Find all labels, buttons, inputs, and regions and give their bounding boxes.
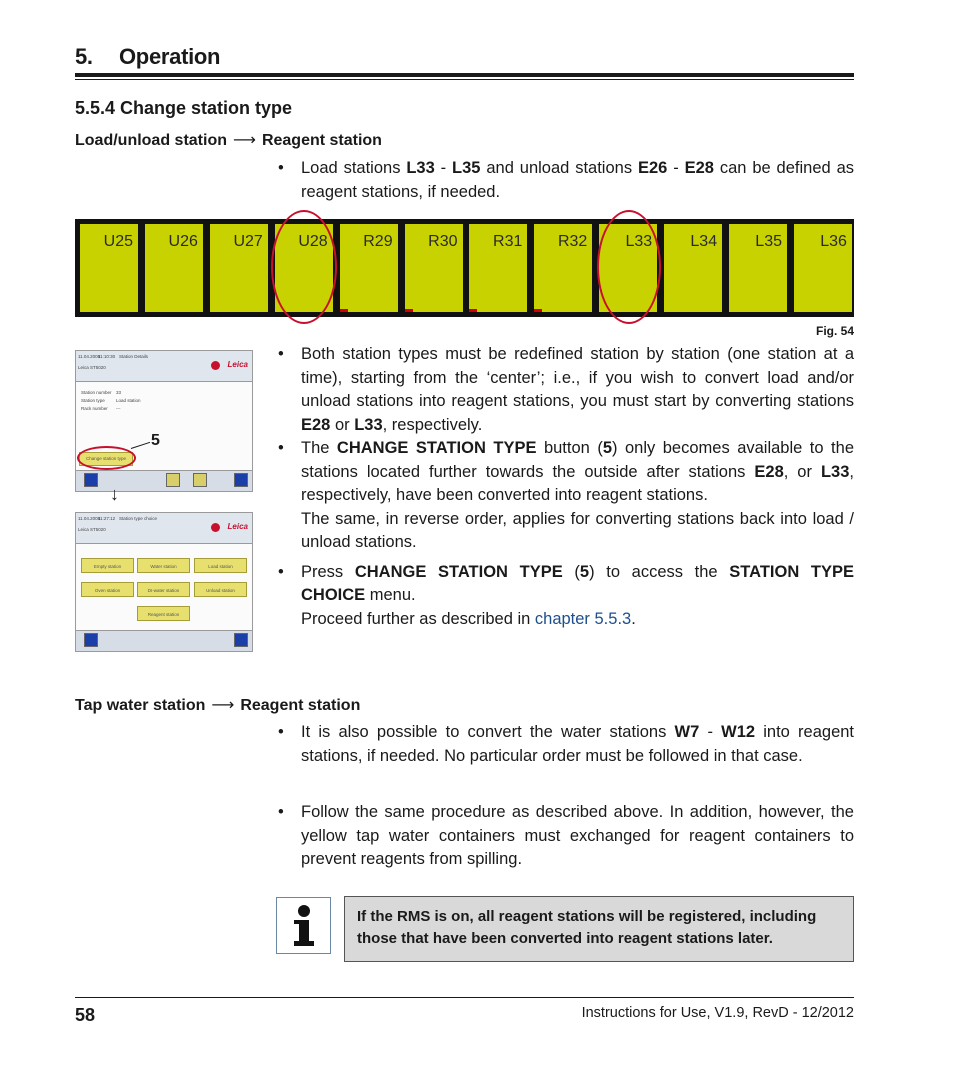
- detail-label: Station number: [81, 390, 112, 395]
- detail-value: 33: [116, 390, 122, 395]
- leica-logo: Leica: [227, 522, 248, 531]
- footer-rule: [75, 997, 854, 998]
- screen-device: Leica ST5020: [78, 527, 106, 532]
- help-button[interactable]: [234, 633, 248, 647]
- station-l34: L34: [664, 224, 722, 312]
- empty-station-button[interactable]: Empty station: [81, 558, 134, 573]
- screen-footer: [76, 470, 252, 491]
- water-station-button[interactable]: Water station: [137, 558, 190, 573]
- info-note: If the RMS is on, all reagent stations will be registered, including those that have been converted into reagent stations later.: [344, 896, 854, 962]
- detail-label: Rack number: [81, 406, 108, 411]
- station-marker: [340, 309, 348, 312]
- chapter-link[interactable]: chapter 5.5.3: [534, 609, 632, 628]
- screen-station-type-choice: [75, 512, 253, 652]
- change-station-type-button[interactable]: Change station type: [79, 452, 133, 466]
- highlight-circle-button: [77, 446, 136, 470]
- back-button[interactable]: [84, 473, 98, 487]
- subheading-tap-water: [75, 695, 360, 715]
- help-button[interactable]: [234, 473, 248, 487]
- screen-time: 11:27:12: [98, 516, 116, 521]
- bullet-procedure: • Follow the same procedure as described above. In addition, however, the yellow tap water containers must exchanged for reagent containers to prevent reagents from spilling.: [275, 801, 854, 872]
- save-button[interactable]: [166, 473, 180, 487]
- station-r32: R32: [534, 224, 592, 312]
- heading-to: Reagent station: [261, 132, 382, 149]
- bullet-water-stations: • It is also possible to convert the water stations W7 - W12 into reagent stations, if needed. No particular order must be followed in that case.: [275, 721, 854, 768]
- bullet-load-stations: • Load stations L33 - L35 and unload stations E26 - E28 can be defined as reagent stations, if needed.: [275, 157, 854, 204]
- down-arrow-icon: ↓: [110, 484, 119, 504]
- station-u26: U26: [145, 224, 203, 312]
- station-u27: U27: [210, 224, 268, 312]
- leica-logo: Leica: [227, 360, 248, 369]
- highlight-circle-left: [271, 210, 337, 324]
- chapter-number: 5.: [75, 44, 93, 69]
- unload-station-button[interactable]: Unload station: [194, 582, 247, 597]
- paragraph-main: [275, 343, 854, 631]
- screen-title: Station type choice: [119, 516, 158, 521]
- station-u28: U28: [275, 224, 333, 312]
- di-water-station-button[interactable]: DI-water station: [137, 582, 190, 597]
- bullet-change-button: • The CHANGE STATION TYPE button (5) only becomes available to the stations located further towards the outside after stations E28, or L33, respectively, have been converted into reagent stations.: [275, 437, 854, 508]
- screen-date: 11.04.2008: [78, 516, 101, 521]
- station-strip: [75, 219, 854, 317]
- station-r31: R31: [469, 224, 527, 312]
- info-icon: [276, 897, 331, 954]
- station-marker: [405, 309, 413, 312]
- screen-device: Leica ST5020: [78, 365, 106, 370]
- load-station-button[interactable]: Load station: [194, 558, 247, 573]
- oven-station-button[interactable]: Oven station: [81, 582, 134, 597]
- paragraph-procedure: [275, 801, 854, 872]
- screen-date: 11.04.2008: [78, 354, 101, 359]
- detail-label: Station type: [81, 398, 105, 403]
- station-l33: L33: [599, 224, 657, 312]
- chapter-name: Operation: [119, 44, 221, 69]
- screen-title: Station Details: [119, 354, 149, 359]
- screen-body: [76, 544, 252, 630]
- heading-to: Reagent station: [240, 697, 361, 714]
- heading-from: Tap water station: [75, 697, 206, 714]
- screen-header: [76, 351, 252, 382]
- heading-from: Load/unload station: [75, 132, 227, 149]
- leica-emblem-icon: [211, 361, 220, 370]
- section-title: 5.5.4 Change station type: [75, 98, 293, 118]
- arrow-icon: ⟶: [233, 132, 256, 149]
- station-r29: R29: [340, 224, 398, 312]
- screen-time: 11:10:30: [98, 354, 116, 359]
- bullet-press: • Press CHANGE STATION TYPE (5) to access the STATION TYPE CHOICE menu.: [275, 561, 854, 608]
- paragraph-proceed: Proceed further as described in chapter 5.5.3.: [301, 609, 636, 628]
- later-button[interactable]: [193, 473, 207, 487]
- station-marker: [469, 309, 477, 312]
- station-u25: U25: [80, 224, 138, 312]
- paragraph-reverse: The same, in reverse order, applies for converting stations back into load / unload stations.: [301, 509, 854, 551]
- header-rule-thin: [75, 79, 854, 80]
- page-number: 58: [75, 1005, 96, 1025]
- station-l36: L36: [794, 224, 852, 312]
- detail-value: ---: [116, 406, 121, 411]
- highlight-circle-right: [597, 210, 661, 324]
- callout-number: 5: [151, 432, 160, 449]
- leica-emblem-icon: [211, 523, 220, 532]
- screen-footer: [76, 630, 252, 651]
- paragraph-tap-water: [275, 721, 854, 768]
- station-r30: R30: [405, 224, 463, 312]
- figure-label: Fig. 54: [816, 324, 855, 338]
- detail-value: Load station: [116, 398, 141, 403]
- subheading-load-unload: [75, 130, 382, 150]
- bullet-redefine: • Both station types must be redefined station by station (one station at a time), starting from the ‘center’; i.e., if you wish to convert load and/or unload stations into reagent stations, you must start by converting stations E28 or L33, respectively.: [275, 343, 854, 437]
- chapter-title: [75, 44, 220, 70]
- screen-station-details: [75, 350, 253, 492]
- station-l35: L35: [729, 224, 787, 312]
- header-rule: [75, 73, 854, 77]
- document-version: Instructions for Use, V1.9, RevD - 12/2012: [581, 1005, 854, 1021]
- arrow-icon: ⟶: [211, 697, 235, 714]
- back-button[interactable]: [84, 633, 98, 647]
- screen-header: [76, 513, 252, 544]
- paragraph-load-stations: [275, 157, 854, 204]
- station-marker: [534, 309, 542, 312]
- reagent-station-button[interactable]: Reagent station: [137, 606, 190, 621]
